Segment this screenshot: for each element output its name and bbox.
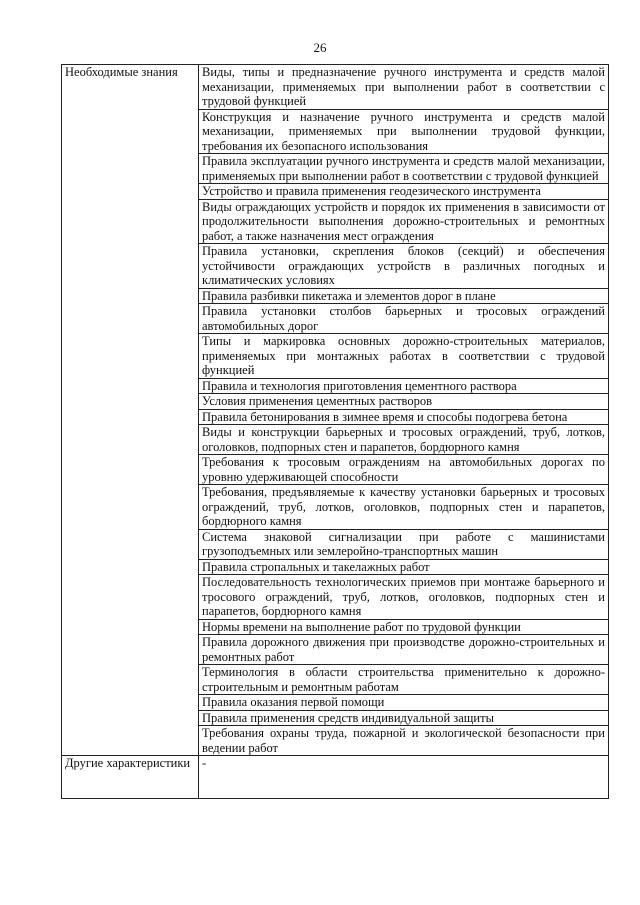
requirement-cell: Терминология в области строительства применительно к дорожно-строительным и ремонтным работам <box>199 665 609 695</box>
page-number: 26 <box>313 40 327 55</box>
requirement-cell: Типы и маркировка основных дорожно-строительных материалов, применяемых при монтажных работах в соответствии с трудовой функцией <box>199 334 609 379</box>
requirement-cell: Система знаковой сигнализации при работе с машинистами грузоподъемных или землеройно-транспортных машин <box>199 529 609 559</box>
requirement-cell: Условия применения цементных растворов <box>199 394 609 410</box>
requirement-cell: Правила стропальных и такелажных работ <box>199 559 609 575</box>
section-label: Необходимые знания <box>62 65 199 756</box>
requirement-cell: Виды и конструкции барьерных и тросовых ограждений, труб, лотков, оголовков, подпорных стен и парапетов, бордюрного камня <box>199 425 609 455</box>
requirement-cell: Нормы времени на выполнение работ по трудовой функции <box>199 619 609 635</box>
requirement-cell: Правила применения средств индивидуальной защиты <box>199 710 609 726</box>
requirement-cell: Требования охраны труда, пожарной и экологической безопасности при ведении работ <box>199 726 609 756</box>
table-row <box>62 756 609 799</box>
knowledge-table <box>61 64 609 799</box>
requirement-cell: Виды, типы и предназначение ручного инструмента и средств малой механизации, применяемых при выполнении работ в соответствии с трудовой функцией <box>199 65 609 110</box>
requirement-cell: Требования, предъявляемые к качеству установки барьерных и тросовых ограждений, труб, лотков, оголовков, подпорных стен и парапетов, бордюрного камня <box>199 485 609 530</box>
requirement-cell: Правила эксплуатации ручного инструмента и средств малой механизации, применяемых при выполнении работ в соответствии с трудовой функцией <box>199 154 609 184</box>
requirement-cell: Правила установки, скрепления блоков (секций) и обеспечения устойчивости ограждающих устройств в различных погодных и климатических условиях <box>199 244 609 289</box>
requirement-cell: Последовательность технологических приемов при монтаже барьерного и тросового ограждений, труб, лотков, оголовков, подпорных стен и парапетов, бордюрного камня <box>199 575 609 620</box>
requirement-cell: Требования к тросовым ограждениям на автомобильных дорогах по уровню удерживающей способности <box>199 455 609 485</box>
requirement-cell: Правила оказания первой помощи <box>199 695 609 711</box>
requirement-cell: Устройство и правила применения геодезического инструмента <box>199 184 609 200</box>
table-body <box>62 65 609 799</box>
requirement-cell: Правила дорожного движения при производстве дорожно-строительных и ремонтных работ <box>199 635 609 665</box>
requirement-cell: Правила и технология приготовления цементного раствора <box>199 378 609 394</box>
requirement-cell: Правила установки столбов барьерных и тросовых ограждений автомобильных дорог <box>199 304 609 334</box>
requirement-cell: Правила разбивки пикетажа и элементов дорог в плане <box>199 288 609 304</box>
requirement-cell: - <box>199 756 609 799</box>
requirement-cell: Виды ограждающих устройств и порядок их применения в зависимости от продолжительности выполнения дорожно-строительных и ремонтных работ, а также назначения мест ограждения <box>199 199 609 244</box>
table-row <box>62 65 609 110</box>
section-label: Другие характеристики <box>62 756 199 799</box>
requirement-cell: Конструкция и назначение ручного инструмента и средств малой механизации, применяемых при выполнении трудовой функции, требования их безопасного использования <box>199 109 609 154</box>
requirement-cell: Правила бетонирования в зимнее время и способы подогрева бетона <box>199 409 609 425</box>
